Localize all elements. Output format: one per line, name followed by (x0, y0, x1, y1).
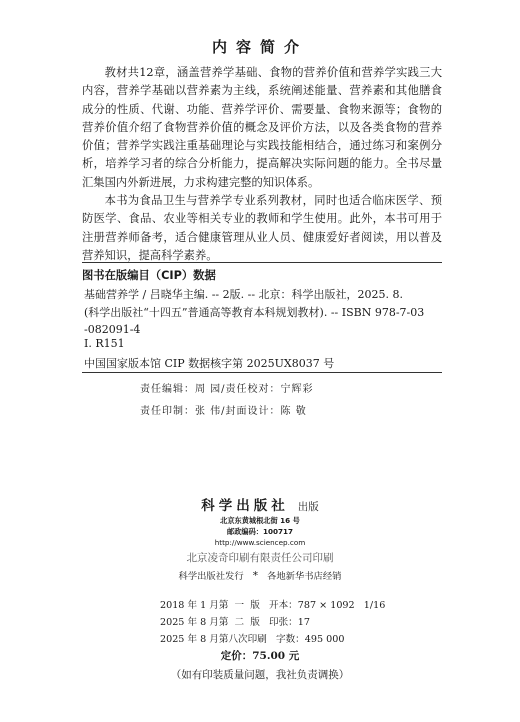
publisher-postcode: 邮政编码：100717 (227, 527, 293, 536)
printer-line: 北京凌奇印刷有限责任公司印刷 (186, 552, 334, 564)
price: 定价：75.00 元 (220, 650, 300, 662)
cip-line-3: -082091-4 (84, 323, 141, 336)
distributor-left: 科学出版社发行 (178, 571, 244, 582)
publisher-suffix: 出版 (297, 501, 319, 513)
cip-data-number: 中国国家版本馆 CIP 数据核字第 2025UX8037 号 (84, 357, 335, 370)
cip-heading: 图书在版编目（CIP）数据 (82, 269, 216, 282)
edition-info (160, 597, 385, 648)
cip-record (82, 286, 444, 339)
cip-top-rule (82, 262, 442, 263)
publisher-logo: 科学出版社 (201, 498, 289, 514)
star-icon: * (252, 569, 259, 582)
distributor-right: 各地新华书店经销 (267, 571, 342, 582)
edition-row: 2025 年 8 月第 二 版 印张：17 (160, 617, 310, 628)
cip-bottom-rule (82, 372, 442, 373)
cip-line-2: (科学出版社“十四五”普通高等教育本科规划教材). -- ISBN 978-7-03 (84, 305, 425, 319)
distribution-line (0, 568, 520, 582)
cip-classification: Ⅰ. R151 (84, 337, 125, 350)
edition-row: 2018 年 1 月第 一 版 开本：787 × 1092 1/16 (160, 600, 386, 611)
production-credits: 责任印制：张 伟/封面设计：陈 敬 (140, 406, 307, 417)
quality-notice: （如有印装质量问题，我社负责调换） (170, 669, 350, 681)
intro-paragraph-1: 教材共12章，涵盖营养学基础、食物的营养价值和营养学实践三大内容，营养学基础以营养素为主线，系统阐述能量、营养素和其他膳食成分的性质、代谢、功能、营养学评价、需要量、食物来源等；食物的营养价值介绍了食物营养价值的概念及评价方法，以及各类食物的营养价值；营养学实践注重基础理论与实践技能相结合，通过练习和案例分析，培养学习者的综合分析能力，提高解决实际问题的能力。全书尽量汇集国内外新进展，力求构建完整的知识体系。 (82, 66, 442, 189)
publisher-address: 北京东黄城根北街 16 号 (220, 516, 300, 525)
editor-credits: 责任编辑：周 园/责任校对：宁辉彩 (140, 384, 314, 395)
cip-line-1: 基础营养学 / 吕晓华主编. -- 2版. -- 北京：科学出版社，2025. 8. (84, 288, 404, 301)
edition-row: 2025 年 8 月第八次印刷 字数：495 000 (160, 634, 345, 645)
publisher-website: http://www.sciencep.com (214, 538, 306, 547)
page-title: 内容简介 (211, 38, 308, 56)
publisher-imprint (0, 494, 520, 514)
intro-paragraph-2: 本书为食品卫生与营养学专业系列教材，同时也适合临床医学、预防医学、食品、农业等相关专业的教师和学生使用。此外，本书可用于注册营养师备考，适合健康管理从业人员、健康爱好者阅读，用以普及营养知识，提高科学素养。 (82, 194, 442, 262)
